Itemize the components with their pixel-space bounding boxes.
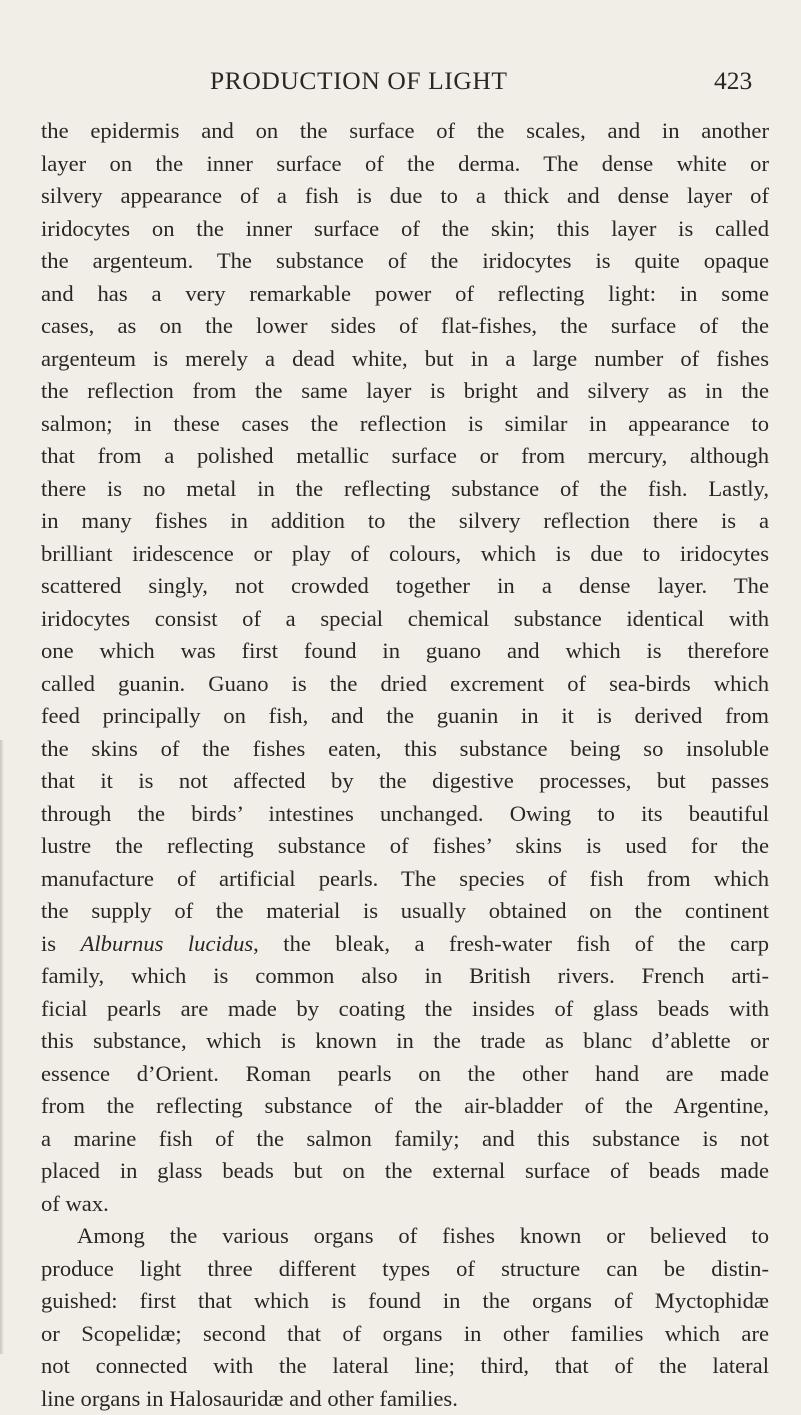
text-segment: is — [41, 931, 81, 956]
page-number: 423 — [714, 66, 752, 96]
text-line: family, which is common also in British rivers. French arti- — [41, 960, 769, 993]
text-line: guished: first that which is found in the organs of Myctophidæ — [41, 1285, 769, 1318]
text-line: the epidermis and on the surface of the scales, and in another — [41, 115, 769, 148]
page-header — [0, 66, 801, 106]
text-line: there is no metal in the reflecting substance of the fish. Lastly, — [41, 473, 769, 506]
page-edge-shadow — [0, 740, 4, 1354]
text-line: of wax. — [41, 1188, 769, 1221]
text-line: lustre the reflecting substance of fishes’ skins is used for the — [41, 830, 769, 863]
text-line: salmon; in these cases the reflection is similar in appearance to — [41, 408, 769, 441]
text-line: the reflection from the same layer is bright and silvery as in the — [41, 375, 769, 408]
text-line: placed in glass beads but on the external surface of beads made — [41, 1155, 769, 1188]
text-line: the argenteum. The substance of the iridocytes is quite opaque — [41, 245, 769, 278]
text-line: the supply of the material is usually obtained on the continent — [41, 895, 769, 928]
text-line: not connected with the lateral line; third, that of the lateral — [41, 1350, 769, 1383]
text-line: that from a polished metallic surface or from mercury, although — [41, 440, 769, 473]
text-segment: , the bleak, a fresh-water fish of the carp — [253, 931, 769, 956]
paragraph-start-line: Among the various organs of fishes known or believed to — [41, 1220, 769, 1253]
text-line: one which was first found in guano and which is therefore — [41, 635, 769, 668]
text-line: iridocytes consist of a special chemical substance identical with — [41, 603, 769, 636]
text-line: this substance, which is known in the trade as blanc d’ablette or — [41, 1025, 769, 1058]
text-line: that it is not affected by the digestive processes, but passes — [41, 765, 769, 798]
text-line: feed principally on fish, and the guanin in it is derived from — [41, 700, 769, 733]
body-text — [41, 115, 769, 1415]
text-line: essence d’Orient. Roman pearls on the other hand are made — [41, 1058, 769, 1091]
running-head: PRODUCTION OF LIGHT — [210, 66, 508, 96]
text-line: cases, as on the lower sides of flat-fishes, the surface of the — [41, 310, 769, 343]
text-line: or Scopelidæ; second that of organs in other families which are — [41, 1318, 769, 1351]
text-line: a marine fish of the salmon family; and this substance is not — [41, 1123, 769, 1156]
text-line: and has a very remarkable power of reflecting light: in some — [41, 278, 769, 311]
text-line: produce light three different types of structure can be distin- — [41, 1253, 769, 1286]
text-line: line organs in Halosauridæ and other families. — [41, 1383, 769, 1415]
text-line: layer on the inner surface of the derma. The dense white or — [41, 148, 769, 181]
text-line: manufacture of artificial pearls. The species of fish from which — [41, 863, 769, 896]
text-line: iridocytes on the inner surface of the skin; this layer is called — [41, 213, 769, 246]
text-line: silvery appearance of a fish is due to a thick and dense layer of — [41, 180, 769, 213]
text-line-species — [41, 928, 769, 961]
species-name: Alburnus lucidus — [81, 931, 254, 956]
text-line: ficial pearls are made by coating the insides of glass beads with — [41, 993, 769, 1026]
text-line: the skins of the fishes eaten, this substance being so insoluble — [41, 733, 769, 766]
text-line: through the birds’ intestines unchanged. Owing to its beautiful — [41, 798, 769, 831]
text-line: argenteum is merely a dead white, but in a large number of fishes — [41, 343, 769, 376]
text-line: in many fishes in addition to the silvery reflection there is a — [41, 505, 769, 538]
text-line: scattered singly, not crowded together in a dense layer. The — [41, 570, 769, 603]
text-line: brilliant iridescence or play of colours, which is due to iridocytes — [41, 538, 769, 571]
text-line: from the reflecting substance of the air-bladder of the Argentine, — [41, 1090, 769, 1123]
text-line: called guanin. Guano is the dried excrement of sea-birds which — [41, 668, 769, 701]
